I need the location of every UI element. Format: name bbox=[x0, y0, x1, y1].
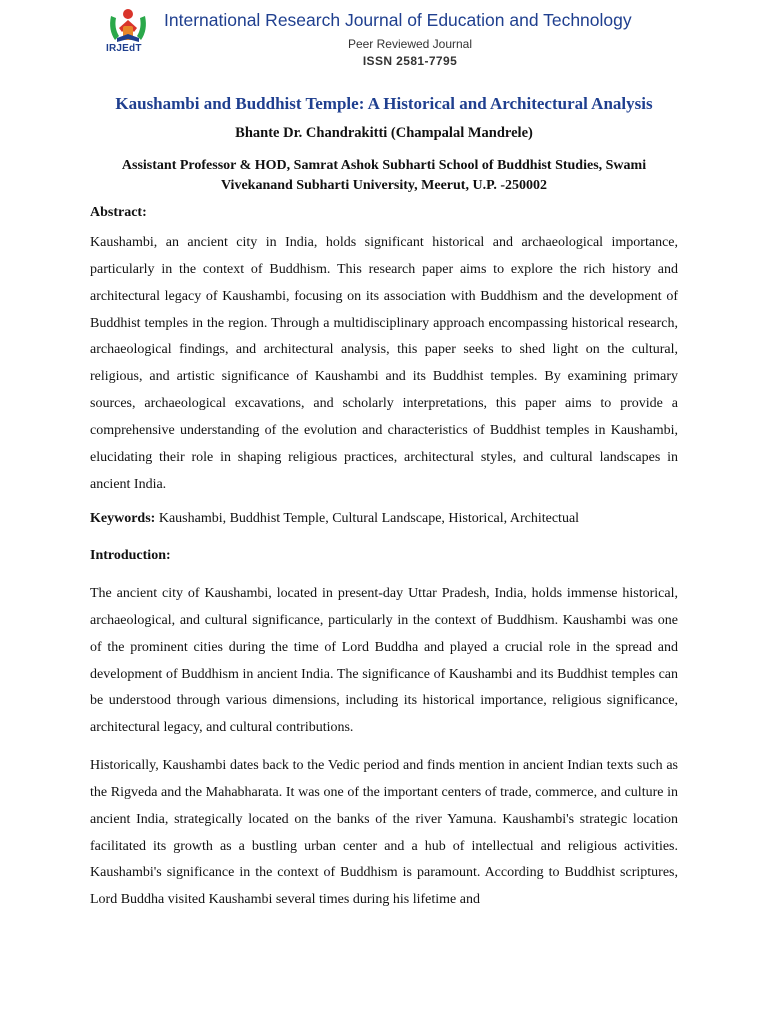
journal-issn: ISSN 2581-7795 bbox=[362, 54, 458, 68]
logo-text: IRJEdT bbox=[106, 43, 142, 54]
keywords-text: Kaushambi, Buddhist Temple, Cultural Landscape, Historical, Architectual bbox=[158, 511, 580, 526]
journal-subtitle: Peer Reviewed Journal bbox=[347, 37, 473, 51]
journal-name: International Research Journal of Education and Technology bbox=[164, 10, 632, 30]
intro-paragraph-1: The ancient city of Kaushambi, located in present-day Uttar Pradesh, India, holds immense historical, archaeological, and cultural significance, particularly in the context of Buddhism. Kaushambi was one of the prominent cities during the time of Lord Buddha and played a crucial role in the spread and development of Buddhism in ancient India. The significance of Kaushambi and its Buddhist temples can be understood through various dimensions, including its historical importance, religious significance, architectural legacy, and cultural contributions. bbox=[90, 586, 678, 736]
paper-title: Kaushambi and Buddhist Temple: A Historical and Architectural Analysis bbox=[115, 94, 653, 113]
keywords-line bbox=[90, 511, 579, 527]
abstract-text: Kaushambi, an ancient city in India, holds significant historical and archaeological importance, particularly in the context of Buddhism. This research paper aims to explore the rich history and architectural legacy of Kaushambi, focusing on its association with Buddhism and the development of Buddhist temples in the region. Through a multidisciplinary approach encompassing historical research, archaeological findings, and architectural analysis, this paper seeks to shed light on the cultural, religious, and artistic significance of Kaushambi and its Buddhist temples. By examining primary sources, archaeological excavations, and scholarly interpretations, this paper aims to provide a comprehensive understanding of the evolution and characteristics of Buddhist temples in Kaushambi, elucidating their role in shaping religious practices, architectural styles, and cultural landscapes in ancient India. bbox=[90, 235, 678, 492]
introduction-heading: Introduction: bbox=[90, 548, 171, 563]
abstract-heading: Abstract: bbox=[90, 205, 147, 220]
author-affiliation: Assistant Professor & HOD, Samrat Ashok Subharti School of Buddhist Studies, Swami Vivekanand Subharti University, Meerut, U.P. -250002 bbox=[121, 158, 647, 193]
paper-author: Bhante Dr. Chandrakitti (Champalal Mandrele) bbox=[235, 125, 533, 141]
intro-paragraph-2: Historically, Kaushambi dates back to the Vedic period and finds mention in ancient Indian texts such as the Rigveda and the Mahabharata. It was one of the important centers of trade, commerce, and culture in ancient India, strategically located on the banks of the river Yamuna. Kaushambi's strategic location facilitated its growth as a bustling urban center and a hub of intellectual and religious activities. Kaushambi's significance in the context of Buddhism is paramount. According to Buddhist scriptures, Lord Buddha visited Kaushambi several times during his lifetime and bbox=[90, 758, 678, 908]
keywords-label: Keywords: bbox=[90, 511, 156, 526]
journal-header bbox=[0, 0, 768, 80]
